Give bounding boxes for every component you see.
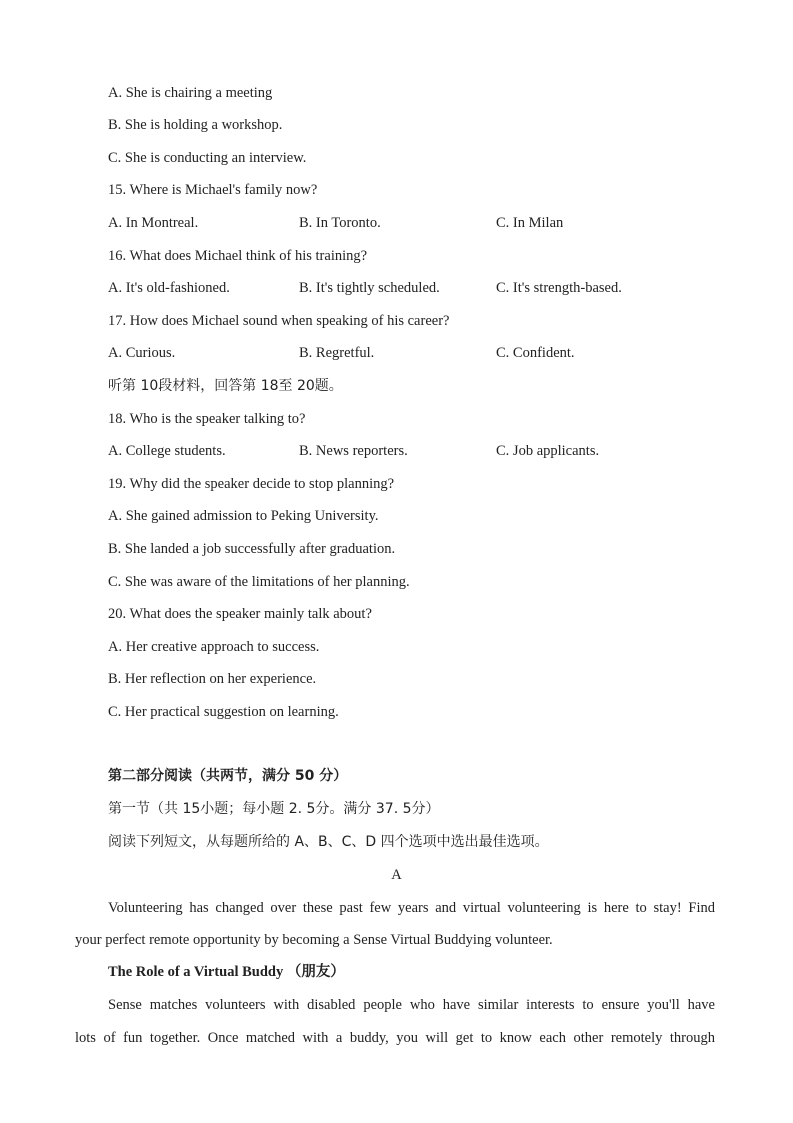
q16-question: 16. What does Michael think of his training? — [108, 248, 368, 264]
q15-option-c: C. In Milan — [496, 215, 564, 231]
q18-option-b: B. News reporters. — [299, 443, 408, 459]
q16-option-c: C. It's strength-based. — [496, 280, 622, 296]
passage-subheading: The Role of a Virtual Buddy （朋友） — [108, 964, 345, 980]
q16-option-a: A. It's old-fashioned. — [108, 280, 230, 296]
reading-instruction: 阅读下列短文，从每题所给的 A、B、C、D 四个选项中选出最佳选项。 — [108, 834, 549, 850]
q19-option-b: B. She landed a job successfully after graduation. — [108, 541, 396, 557]
passage-label: A — [391, 867, 402, 883]
q17-option-b: B. Regretful. — [299, 345, 375, 361]
section1-heading: 第一节（共 15小题；每小题 2. 5分。满分 37. 5分） — [108, 801, 440, 817]
q18-option-c: C. Job applicants. — [496, 443, 600, 459]
q20-option-c: C. Her practical suggestion on learning. — [108, 704, 339, 720]
q18-question: 18. Who is the speaker talking to? — [108, 411, 306, 427]
q17-option-a: A. Curious. — [108, 345, 176, 361]
q19-option-a: A. She gained admission to Peking University. — [108, 508, 379, 524]
q19-option-c: C. She was aware of the limitations of her planning. — [108, 574, 410, 590]
q19-question: 19. Why did the speaker decide to stop planning? — [108, 476, 395, 492]
q17-option-c: C. Confident. — [496, 345, 575, 361]
q15-option-b: B. In Toronto. — [299, 215, 381, 231]
q20-option-b: B. Her reflection on her experience. — [108, 671, 317, 687]
q15-question: 15. Where is Michael's family now? — [108, 182, 318, 198]
q18-option-a: A. College students. — [108, 443, 226, 459]
q14-option-c: C. She is conducting an interview. — [108, 150, 307, 166]
q20-option-a: A. Her creative approach to success. — [108, 639, 320, 655]
passage-p2-line1: Sense matches volunteers with disabled people who have similar interests to ensure you'll have — [108, 997, 715, 1013]
q14-option-b: B. She is holding a workshop. — [108, 117, 283, 133]
passage-p1-line1: Volunteering has changed over these past few years and virtual volunteering is here to stay! Find — [108, 900, 715, 916]
q17-question: 17. How does Michael sound when speaking of his career? — [108, 313, 450, 329]
passage-p1-line2: your perfect remote opportunity by becoming a Sense Virtual Buddying volunteer. — [75, 932, 553, 948]
q14-option-a: A. She is chairing a meeting — [108, 85, 273, 101]
section-instruction-10: 听第 10段材料，回答第 18至 20题。 — [108, 378, 343, 394]
part2-heading: 第二部分阅读（共两节，满分 50 分） — [108, 768, 348, 784]
passage-p2-line2: lots of fun together. Once matched with a buddy, you will get to know each other remotely through — [75, 1030, 715, 1046]
q15-option-a: A. In Montreal. — [108, 215, 199, 231]
q16-option-b: B. It's tightly scheduled. — [299, 280, 440, 296]
q20-question: 20. What does the speaker mainly talk about? — [108, 606, 372, 622]
